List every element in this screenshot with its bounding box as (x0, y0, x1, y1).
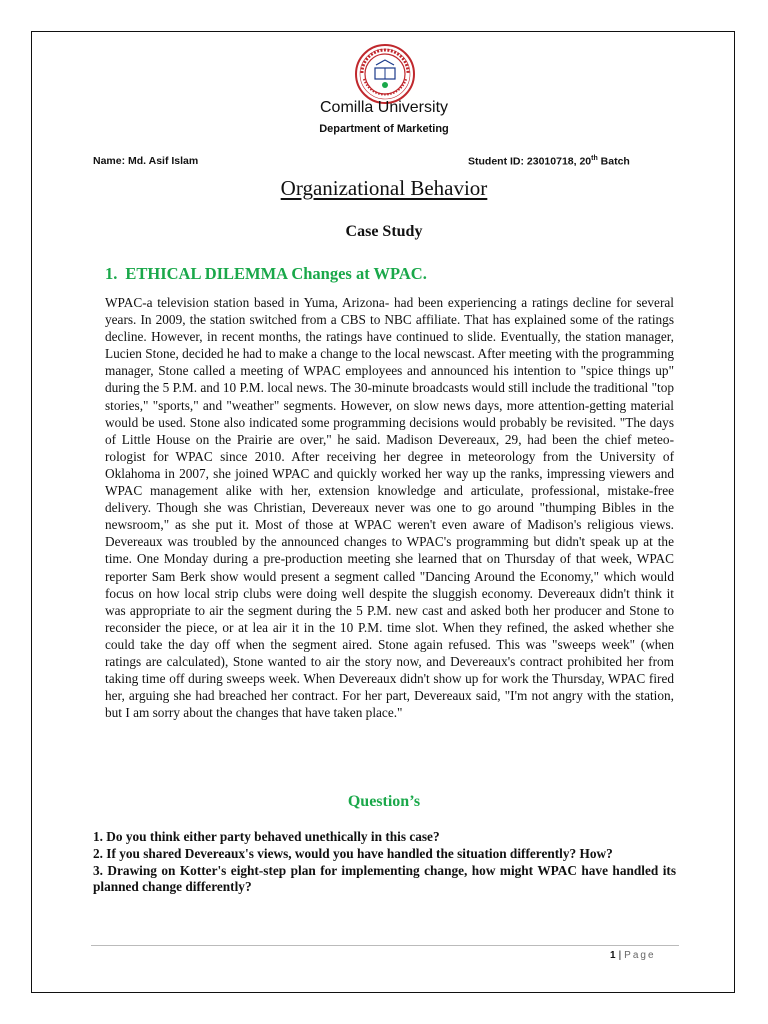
footer-separator: | (618, 950, 622, 961)
page-footer (610, 950, 656, 961)
question-item: 3. Drawing on Kotter's eight-step plan for implementing change, how might WPAC have handled its planned change differently? (93, 862, 676, 895)
question-item: 1. Do you think either party behaved unethically in this case? (93, 829, 440, 844)
university-seal-logo (354, 43, 416, 105)
question-list (93, 829, 676, 896)
questions-heading: Question’s (347, 793, 421, 810)
question-item: 2. If you shared Devereaux's views, would you have handled the situation differently? How? (93, 845, 613, 861)
case-study-text: WPAC-a television station based in Yuma, Arizona- had been experiencing a ratings decline for several years. In 2009, the station switched from a CBS to NBC affiliate. That has explained some of the ratings decline. However, in recent months, the ratings have continued to slide. Eventually, the station manager, Lucien Stone, decided he had to make a change to the local newscast. After meeting with the programming manager, Stone called a meeting of WPAC employees and announced his intention to "spice things up" during the 5 P.M. and 10 P.M. local news. The 30-minute broadcasts would still include the traditional "top stories," "sports," and "weather" segments. However, on slow news days, more attention-getting material would be used. Stone also indicated some programming decisions would probably be revisited. "The days of Little House on the Prairie are over," he said. Madison Devereaux, 29, had been the chief meteo-rologist for WPAC since 2010. After receiving her degree in meteorology from the University of Oklahoma in 2007, she joined WPAC and quickly worked her way up the ranks, impressing viewers and WPAC management alike with her, extension knowledge and articulate, professional, mistake-free delivery. Though she was Christian, Devereaux never was one to go around "thumping Bibles in the newsroom," as she put it. Most of those at WPAC weren't even aware of Madison's religious views. Devereaux was troubled by the announced changes to WPAC's programming but didn't speak up at the time. One Monday during a pre-production meeting she learned that on Thursday of that week, WPAC reporter Sam Berk show would present a segment called "Dancing Around the Economy," which would focus on how local strip clubs were doing well despite the sluggish economy. Devereaux didn't think it was appropriate to air the segment during the 5 P.M. new cast and asked both her producer and Stone to reconsider the piece, or at lea air it in the 10 P.M. time slot. When they refined, the asked whether she could take the day off when the segment aired. Stone again refused. This was "sweeps week" (when ratings are calculated), Stone wanted to air the story now, and Devereaux's contract prohibited her from taking time off during sweeps week. When Devereaux didn't show up for work the Thursday, WPAC fired her, arguing she had breached her contract. For her part, Devereaux said, "I'm not angry with the station, but I am sorry about the changes that have taken place." (105, 295, 674, 721)
subtitle: Case Study (345, 223, 423, 240)
section-number: 1. (105, 264, 118, 283)
footer-divider (91, 945, 679, 946)
page-number: 1 (610, 950, 616, 961)
student-name: Name: Md. Asif Islam (93, 155, 199, 167)
section-heading (105, 264, 427, 284)
university-name: Comilla University (319, 99, 449, 116)
department-name: Department of Marketing (319, 123, 449, 135)
section-title: ETHICAL DILEMMA Changes at WPAC. (125, 264, 427, 283)
page-label: Page (624, 950, 656, 961)
student-id: Student ID: 23010718, 20th Batch (468, 155, 630, 168)
course-title: Organizational Behavior (280, 176, 488, 200)
